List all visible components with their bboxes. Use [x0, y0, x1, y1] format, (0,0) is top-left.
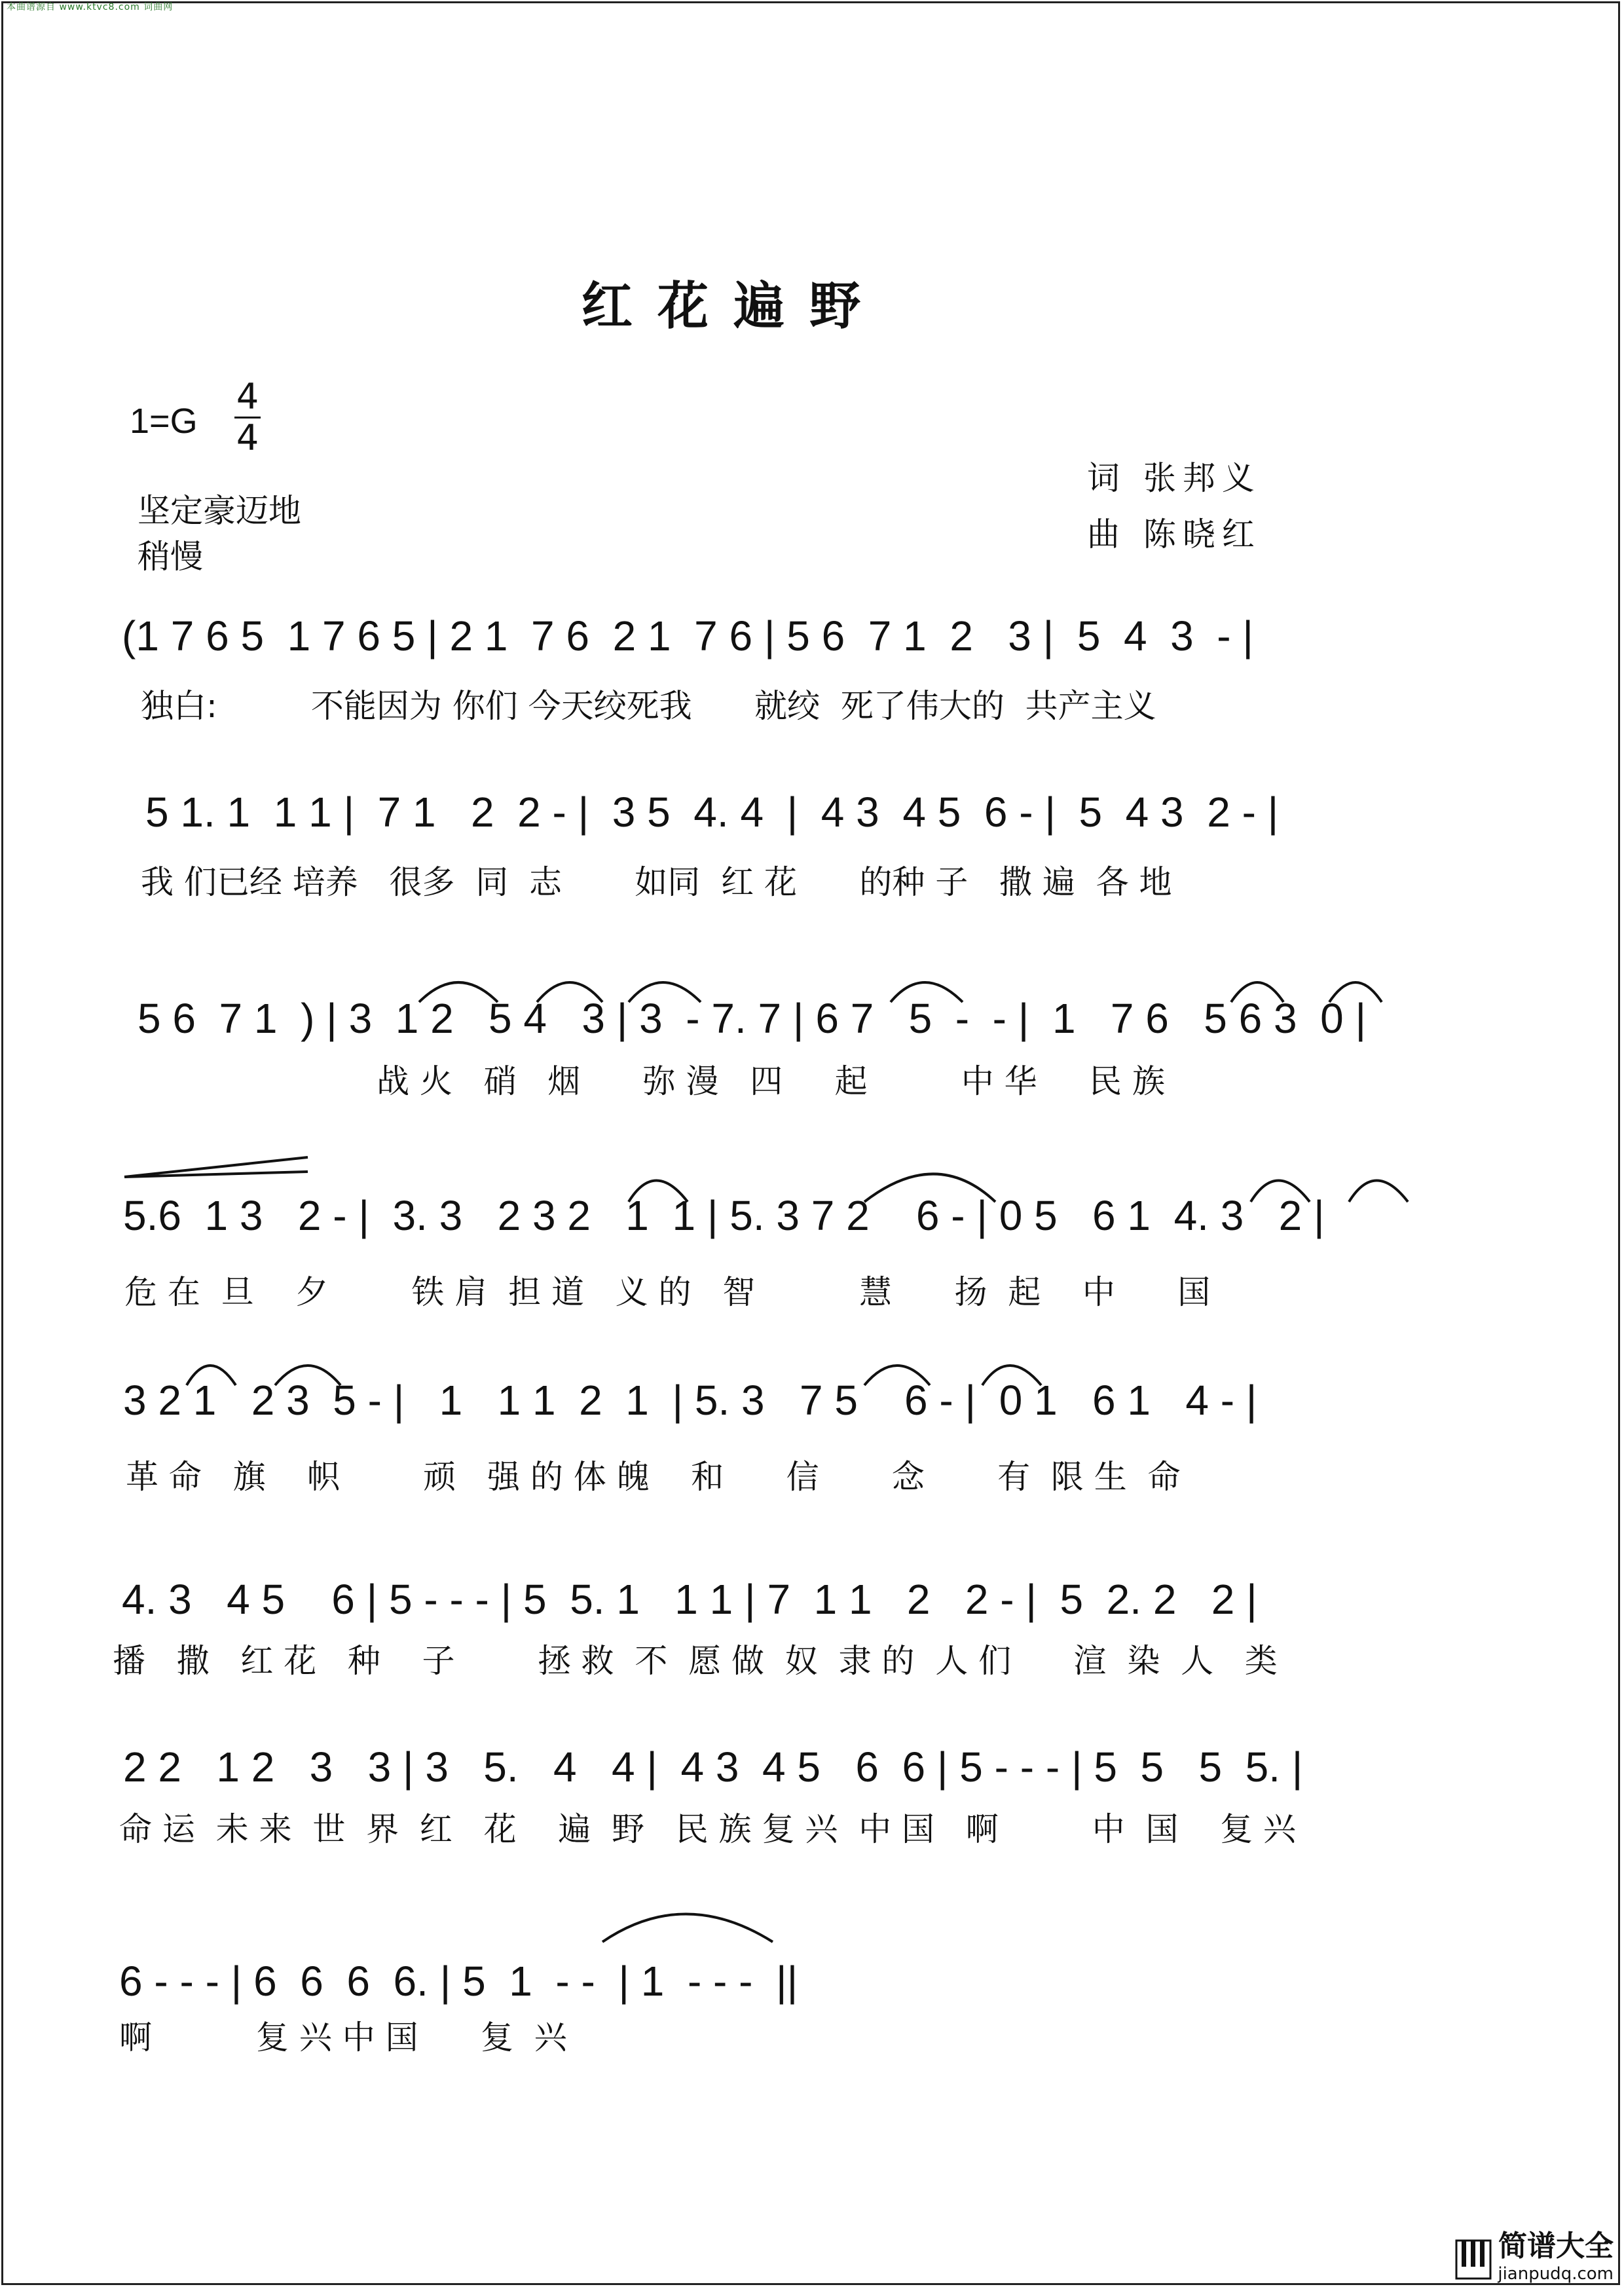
score-line-1: [122, 612, 1253, 725]
score-line-6: [113, 1576, 1278, 1680]
lyrics-line-1: 独白: 不能因为 你们 今天绞死我 就绞 死了伟大的 共产主义: [141, 687, 1156, 725]
score-line-3: [138, 982, 1382, 1100]
composer-credit: 曲 陈晓红: [1087, 515, 1261, 553]
footer-url[interactable]: jianpudq.com: [1498, 2264, 1614, 2284]
notes-line-2: 5 1. 1 1 1 | 7 1 2 2 - | 3 5 4. 4 | 4 3 4 5 6 - | 5 4 3 2 - |: [145, 789, 1279, 836]
score-line-4: [123, 1157, 1408, 1311]
lyrics-line-5: 革 命 旗 帜 顽 强 的 体 魄 和 信 念 有 限 生 命: [126, 1458, 1181, 1496]
song-title: 红花遍野: [581, 276, 885, 336]
time-sig-bottom: 4: [236, 417, 259, 458]
time-sig-top: 4: [236, 376, 259, 417]
lyrics-line-6: 播 撒 红 花 种 子 拯 救 不 愿 做 奴 隶 的 人 们 渲 染 人 类: [113, 1642, 1278, 1680]
lyricist-credit: 词 张邦义: [1087, 459, 1261, 497]
notes-line-7: 2 2 1 2 3 3 | 3 5. 4 4 | 4 3 4 5 6 6 | 5 - - - | 5 5 5 5. |: [123, 1743, 1303, 1791]
lyrics-line-7: 命 运 未 来 世 界 红 花 遍 野 民 族 复 兴 中 国 啊 中 国 复 兴: [119, 1810, 1296, 1848]
notes-line-6: 4. 3 4 5 6 | 5 - - - | 5 5. 1 1 1 | 7 1 1 2 2 - | 5 2. 2 2 |: [122, 1576, 1257, 1623]
lyrics-line-3: 战 火 硝 烟 弥 漫 四 起 中 华 民 族: [377, 1062, 1165, 1100]
source-note: 本曲谱源自 www.ktvc8.com 词曲网: [7, 2, 174, 12]
score-line-5: [123, 1366, 1257, 1496]
lyrics-line-2: 我 们已经 培养 很多 同 志 如同 红 花 的种 子 撒 遍 各 地: [141, 863, 1172, 901]
key-signature: 1=G: [130, 401, 198, 441]
notes-line-4: 5.6 1 3 2 - | 3. 3 2 3 2 1 1 | 5. 3 7 2 6 - | 0 5 6 1 4. 3 2 |: [123, 1192, 1325, 1239]
tempo-marking-1: 坚定豪迈地: [138, 492, 301, 530]
piano-logo-icon: [1454, 2237, 1493, 2282]
notes-line-3: 5 6 7 1 ) | 3 1 2 5 4 3 | 3 - 7. 7 | 6 7 5 - - | 1 7 6 5 6 3 0 |: [138, 995, 1367, 1042]
lyrics-line-8: 啊 复 兴 中 国 复 兴: [119, 2019, 567, 2056]
notes-line-8: 6 - - - | 6 6 6 6. | 5 1 - - | 1 - - - ||: [119, 1958, 798, 2005]
notes-line-1: (1 7 6 5 1 7 6 5 | 2 1 7 6 2 1 7 6 | 5 6 7 1 2 3 | 5 4 3 - |: [122, 612, 1253, 660]
score-line-2: [141, 789, 1278, 901]
notes-line-5: 3 2 1 2 3 5 - | 1 1 1 2 1 | 5. 3 7 5 6 - | 0 1 6 1 4 - |: [123, 1377, 1257, 1424]
footer-brand: 简谱大全: [1498, 2229, 1614, 2263]
score-line-7: [119, 1743, 1302, 1848]
lyrics-line-4: 危 在 旦 夕 铁 肩 担 道 义 的 智 慧 扬 起 中 国: [124, 1273, 1211, 1311]
score-line-8: [119, 1914, 798, 2057]
tempo-marking-2: 稍慢: [138, 538, 203, 576]
